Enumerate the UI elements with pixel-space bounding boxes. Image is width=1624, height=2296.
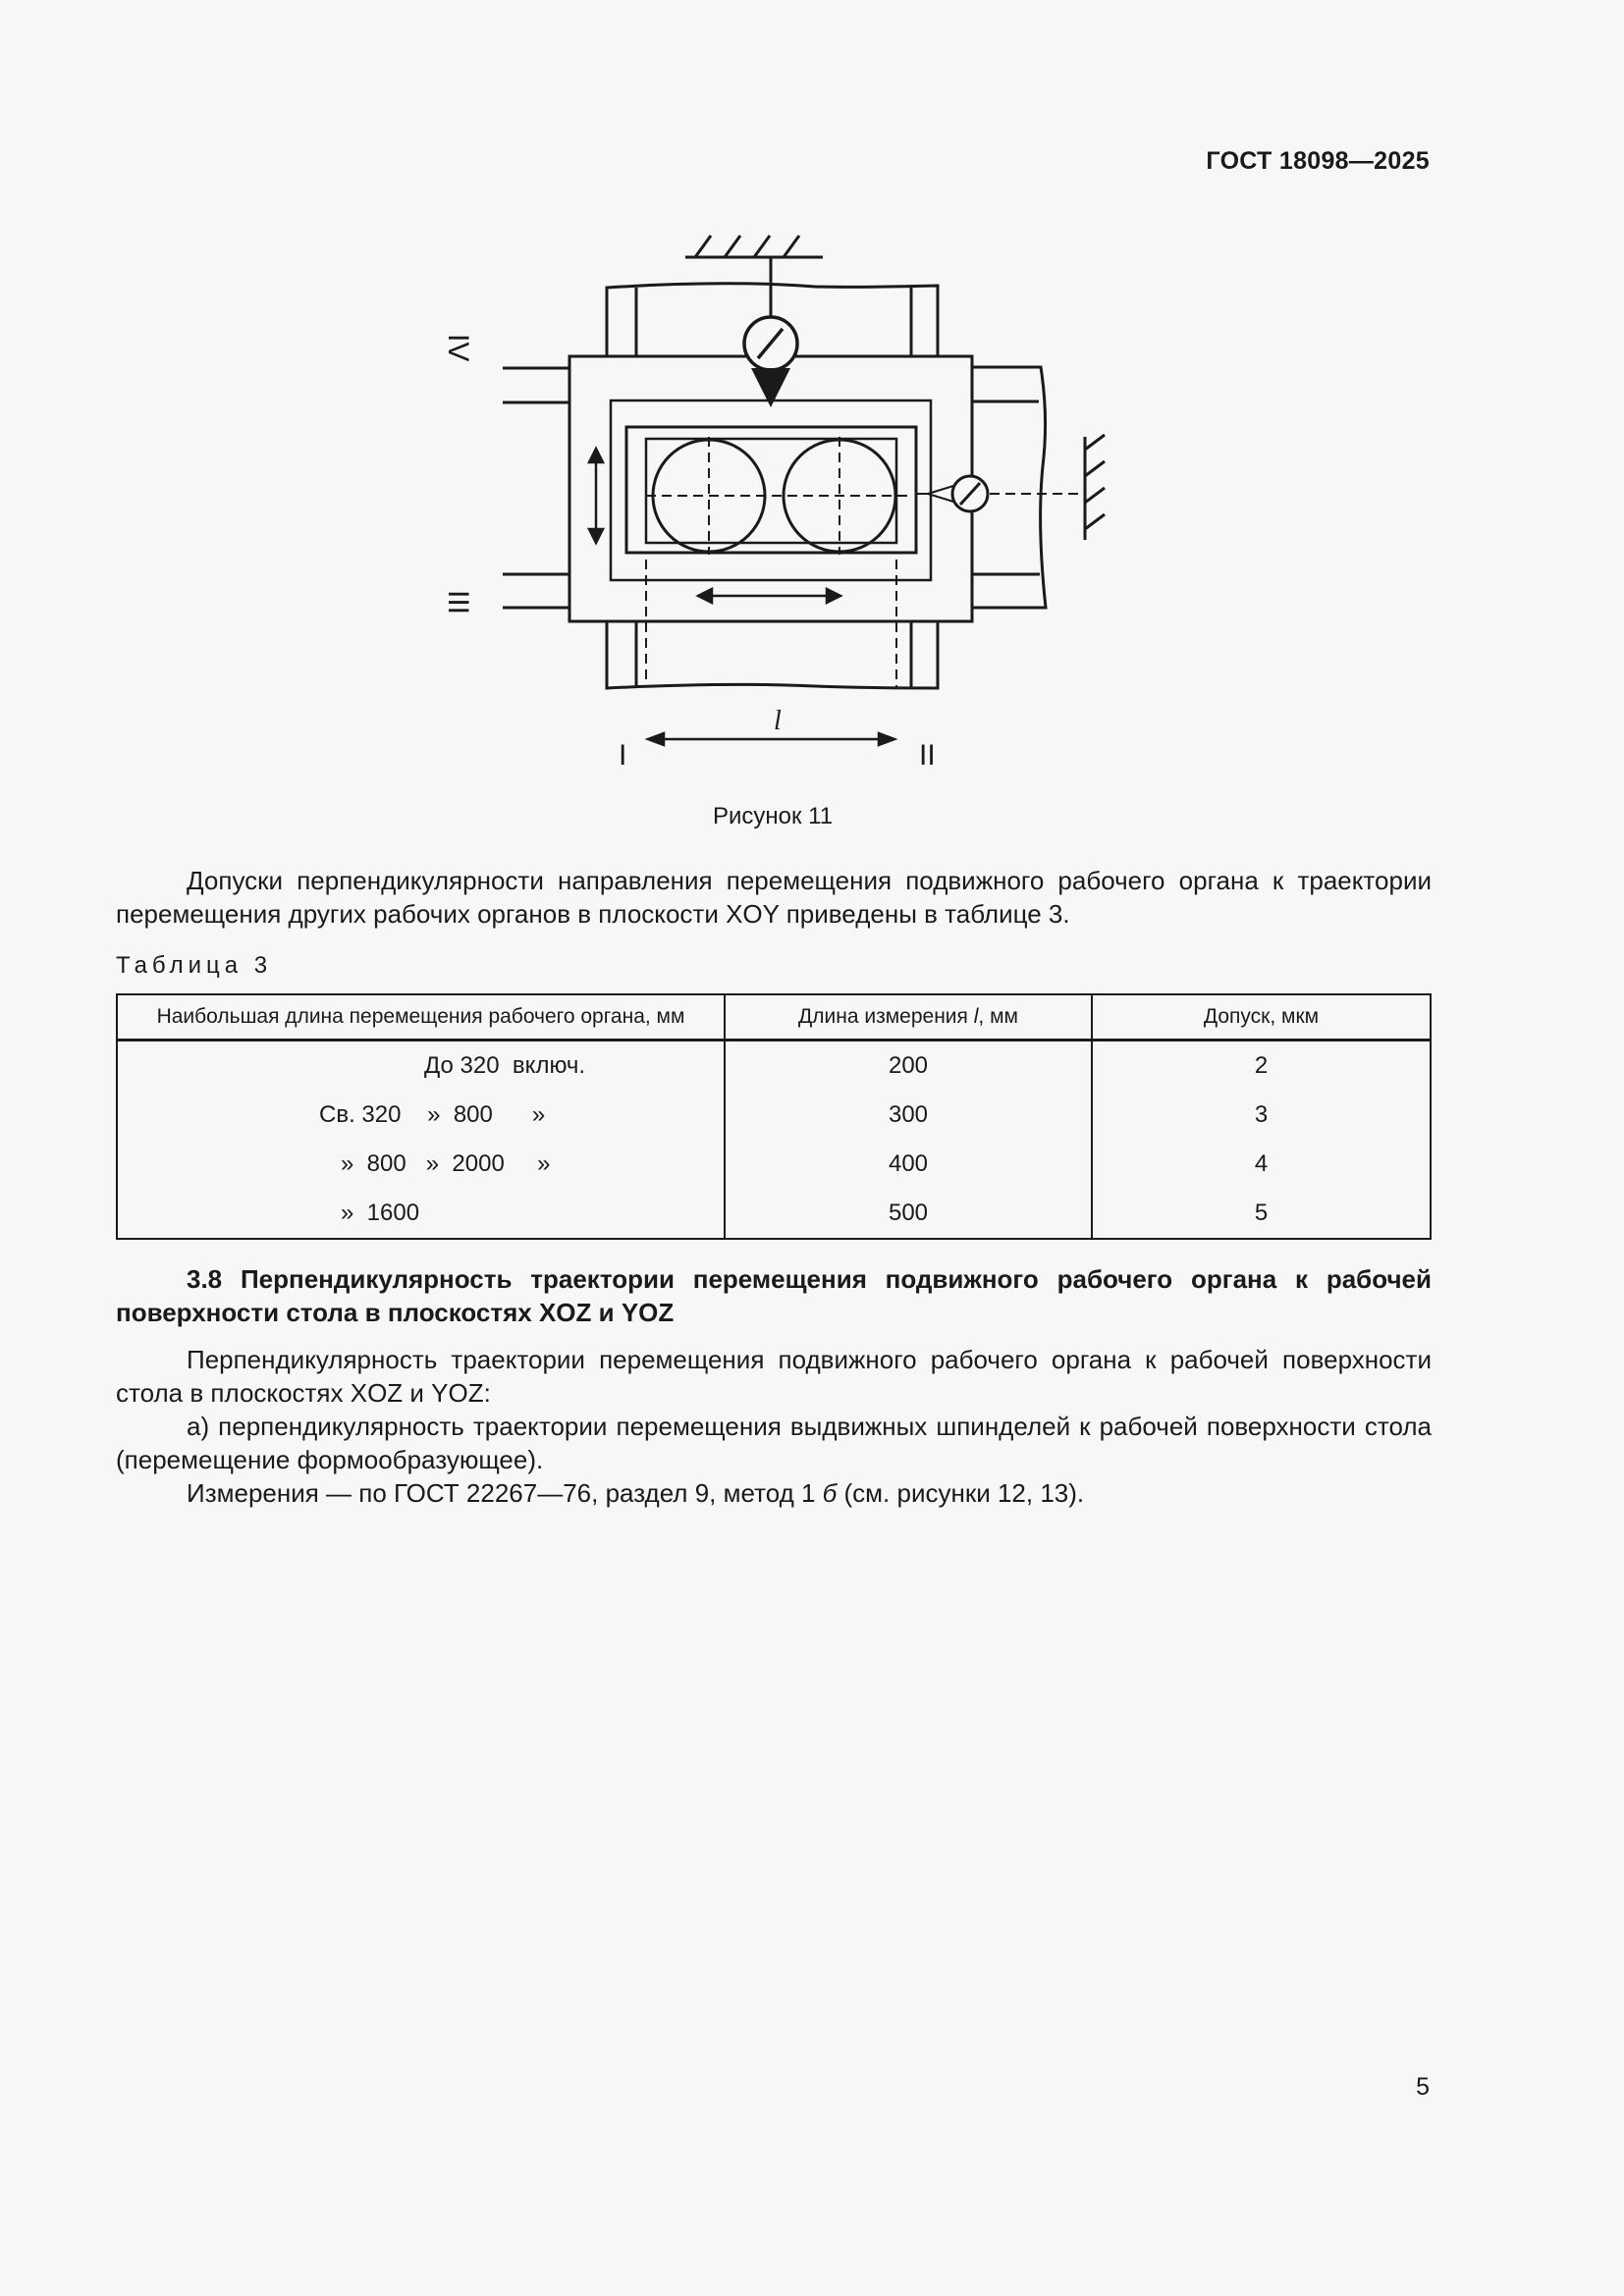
cell-measure: 400 [725,1140,1092,1189]
page-number: 5 [1416,2073,1430,2101]
cell-length [117,1041,725,1092]
cell-length [117,1140,725,1189]
header-measure-length [725,994,1092,1041]
header-measure-suffix: , мм [978,1005,1018,1028]
dial-indicator-top [744,257,797,407]
figure-caption: Рисунок 11 [712,803,834,829]
label-l: l [774,706,782,736]
section-heading-3-8: 3.8 Перпендикулярность траектории перемещения подвижного рабочего органа к рабочей поверхности стола в плоскостях XOZ и YOZ [116,1264,1432,1327]
table-label: Таблица 3 [116,952,273,979]
section-body [116,1343,1432,1510]
label-i: I [619,739,627,771]
arrow-head [827,589,840,603]
header-measure-prefix: Длина измерения [798,1005,974,1028]
table-row [117,1041,1431,1092]
cell-length-text: До 320 включ. [424,1052,586,1079]
arrow-head [648,733,664,745]
cell-tolerance: 3 [1092,1091,1431,1140]
header-measure-var: l [973,1005,979,1028]
cell-length-text: » 1600 [341,1200,420,1226]
cell-tolerance: 4 [1092,1140,1431,1189]
measurements-suffix: (см. рисунки 12, 13). [837,1478,1085,1508]
measurements-prefix: Измерения — по ГОСТ 22267—76, раздел 9, метод 1 [187,1478,823,1508]
hatch-line [784,236,799,257]
label-iii: III [442,590,474,615]
cell-length [117,1091,725,1140]
arrow-head [589,529,603,543]
arrow-head [698,589,712,603]
paragraph-perpendicularity: Перпендикулярность траектории перемещения подвижного рабочего органа к рабочей поверхности стола в плоскостях XOZ и YOZ: [116,1345,1432,1408]
table-row [117,1189,1431,1239]
table-row [117,1091,1431,1140]
label-iv: IV [442,334,474,362]
header-max-length: Наибольшая длина перемещения рабочего органа, мм [117,994,725,1041]
hatch-line [695,236,711,257]
wall-mount-right [1085,435,1105,540]
column-bottom [607,621,938,688]
paragraph-measurements [116,1476,1432,1510]
hatch-line [754,236,770,257]
table-row [117,1140,1431,1189]
cell-measure: 500 [725,1189,1092,1239]
arrow-head [879,733,894,745]
tolerance-table [116,993,1432,1240]
arrow-head [589,449,603,462]
measurements-method-var: б [822,1478,838,1508]
document-code: ГОСТ 18098—2025 [1206,147,1430,175]
cell-length-text: » 800 » 2000 » [341,1150,551,1177]
cell-measure: 300 [725,1091,1092,1140]
cell-measure: 200 [725,1041,1092,1092]
workpiece-inner [646,439,896,543]
cell-tolerance: 2 [1092,1041,1431,1092]
measurement-schematic [432,221,1139,771]
hatch-line [725,236,740,257]
header-tolerance: Допуск, мкм [1092,994,1431,1041]
cell-length-text: Св. 320 » 800 » [319,1101,546,1128]
table-header-row [117,994,1431,1041]
dial-indicator-right [916,476,988,511]
paragraph-tolerances: Допуски перпендикулярности направления перемещения подвижного рабочего органа к траектории перемещения других рабочих органов в плоскости XOY приведены в таблице 3. [116,866,1432,929]
figure-11 [432,221,1139,771]
label-ii: II [919,739,936,771]
paragraph-item-a: а) перпендикулярность траектории перемещения выдвижных шпинделей к рабочей поверхности стола (перемещение формообразующее). [116,1412,1432,1474]
cell-tolerance: 5 [1092,1189,1431,1239]
cell-length [117,1189,725,1239]
